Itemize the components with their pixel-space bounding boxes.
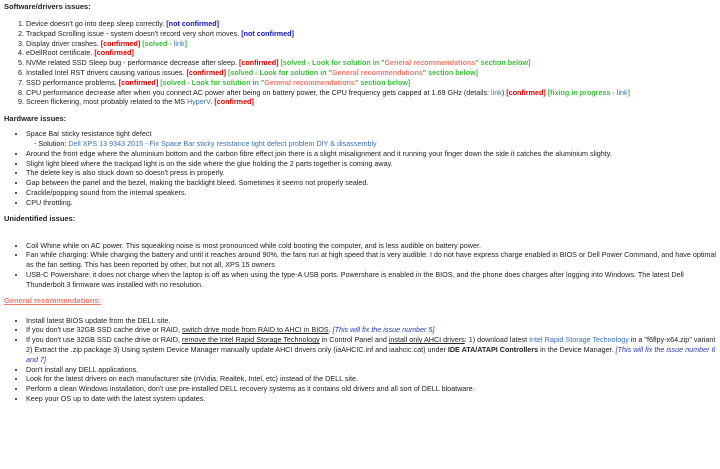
- status-badge: [confirmed]: [100, 38, 141, 48]
- unidentified-heading: Unidentified issues:: [4, 213, 76, 223]
- list-item: • Gap between the panel and the bezel, making the backlight bleed. Sometimes it seems not properly sealed.: [26, 178, 716, 188]
- list-item: 6. Installed Intel RST drivers causing various issues. [confirmed] [solved - Look for solution in "General recommendations" section below]: [26, 68, 716, 78]
- list-item: • If you don't use 32GB SSD cache drive or RAID, remove the Intel Rapid Storage Technology in Control Panel and install only AHCI drivers: 1) download latest Intel Rapid Storage Technology in a "f6flpy-x64.zip" variant 2) Extract the .zip package 3) Using system Device Manager manually update AHCI drivers only (iaAHCIC.inf and iaahcic.cat) under IDE ATA/ATAPI Controllers in the Device Manager. [This will fix the issue number 6 and 7]: [26, 335, 716, 364]
- status-badge: [not confirmed]: [166, 19, 219, 28]
- list-item: • USB-C Powershare: it does not charge when the laptop is off as when using the type-A USB ports. Powershare is enabled in the BIOS, and the phone does charges after logging into Windows. The latest Dell Thunderbolt 3 firmware was installed with no resolution.: [26, 270, 716, 290]
- details-link[interactable]: link: [491, 87, 502, 97]
- progress-link[interactable]: link: [616, 87, 628, 97]
- unidentified-list: [4, 241, 716, 290]
- list-item: • Around the front edge where the aluminium bottom and the carbon fibre effect join there is a slight misalignment and it running your finger down the side it catches the aluminium slighty.: [26, 149, 716, 159]
- list-item: 7. SSD performance problems. [confirmed] [solved - Look for solution in "General recommendations" section below]: [26, 78, 716, 88]
- list-item: • Perform a clean Windows installation, don't use pre-installed DELL recovery systems as it contains old drivers and all sort of DELL bloatware.: [26, 384, 716, 394]
- list-item: • Fan while charging: While charging the battery and until it reaches around 90%, the fans run at high speed that is very audible. I do not have express charge enabled in BIOS or Dell Power Command, and have optimal as the fan setting. This has been reported by other, but not all, XPS 15 owners: [26, 250, 716, 270]
- status-badge: [confirmed]: [238, 58, 279, 68]
- list-item: • Slight light bleed where the trackpad light is on the side where the glue holding the 2 parts together is coming away.: [26, 159, 716, 169]
- list-item: • Space Bar sticky resistance tight defect - Solution: Dell XPS 13 9343 2015 - Fix Space Bar sticky resistance tight defect problem DIY & disassembly: [26, 129, 716, 149]
- fix-note: [This will fix the issue number 5]: [332, 325, 435, 335]
- solved-badge: [solved - Look for solution in "General recommendations" section below]: [160, 77, 411, 87]
- solved-badge: [solved - Look for solution in "General recommendations" section below]: [280, 58, 531, 68]
- list-item: 1. Device doesn't go into deep sleep correctly. [not confirmed]: [26, 19, 716, 29]
- status-badge: [confirmed]: [506, 87, 546, 97]
- list-item: • Keep your OS up to date with the latest system updates.: [26, 394, 716, 404]
- list-item: 2. Trackpad Scrolling issue - system doesn't record very short moves. [not confirmed]: [26, 29, 716, 39]
- list-item: 8. CPU performance decrease after when you connect AC power after being on battery power, the CPU frequency gets capped at 1.69 GHz (details: link) [confirmed] [fixing in progress - link]: [26, 88, 716, 98]
- list-item: • Don't install any DELL applications.: [26, 365, 716, 375]
- list-item: • Coil Whine while on AC power. This squeaking noise is most pronounced while cold booting the computer, and is less audible on battery power.: [26, 241, 716, 251]
- list-item: • Install latest BIOS update from the DELL site.: [26, 316, 716, 326]
- hyperv-link[interactable]: HyperV: [187, 97, 211, 107]
- status-badge: [confirmed]: [214, 97, 254, 107]
- list-item: 5. NVMe related SSD Sleep bug - performance decrease after sleep. [confirmed] [solved - Look for solution in "General recommendations" section below]: [26, 58, 716, 68]
- section-reference: General recommendations: [332, 67, 423, 77]
- section-reference: General recommendations: [384, 58, 476, 68]
- status-badge: [confirmed]: [94, 48, 134, 58]
- status-badge: [not confirmed]: [241, 28, 294, 38]
- list-item: • CPU throttling.: [26, 198, 716, 208]
- list-item: • Crackle/popping sound from the internal speakers.: [26, 188, 716, 198]
- hardware-heading: Hardware issues:: [4, 114, 67, 124]
- section-reference: General recommendations: [264, 77, 355, 87]
- recommendations-heading: General recommendations:: [4, 295, 102, 305]
- list-item: 4. eDellRoot certificate. [confirmed]: [26, 48, 716, 58]
- solution-link[interactable]: link: [173, 38, 185, 48]
- list-item: 3. Display driver crashes. [confirmed] [solved - link]: [26, 39, 716, 49]
- software-heading: Software/drivers issues:: [4, 2, 91, 11]
- software-list: [4, 19, 716, 107]
- fix-note: [This will fix the issue number 6 and 7]: [26, 344, 716, 364]
- list-item: • The delete key is also stuck down so doesn't press in properly.: [26, 168, 716, 178]
- status-badge: [confirmed]: [118, 77, 159, 87]
- progress-badge: [fixing in progress - link]: [547, 87, 631, 97]
- list-item: 9. Screen flickering, most probably related to the MS HyperV. [confirmed]: [26, 97, 716, 107]
- recommendations-list: [4, 316, 716, 404]
- intel-rst-link[interactable]: Intel Rapid Storage Technology: [529, 335, 629, 345]
- list-item: • If you don't use 32GB SSD cache drive or RAID, switch drive mode from RAID to AHCI in BIOS. [This will fix the issue number 5]: [26, 325, 716, 335]
- list-item: • Look for the latest drivers on each manufacturer site (nVidia, Realtek, Intel, etc) instead of the DELL site.: [26, 374, 716, 384]
- solved-badge: [solved - Look for solution in "General recommendations" section below]: [228, 67, 479, 77]
- solved-badge: [solved - link]: [142, 38, 187, 48]
- solution-link[interactable]: Dell XPS 13 9343 2015 - Fix Space Bar sticky resistance tight defect problem DIY & disassembly: [68, 138, 377, 148]
- hardware-list: [4, 129, 716, 207]
- status-badge: [confirmed]: [186, 67, 226, 77]
